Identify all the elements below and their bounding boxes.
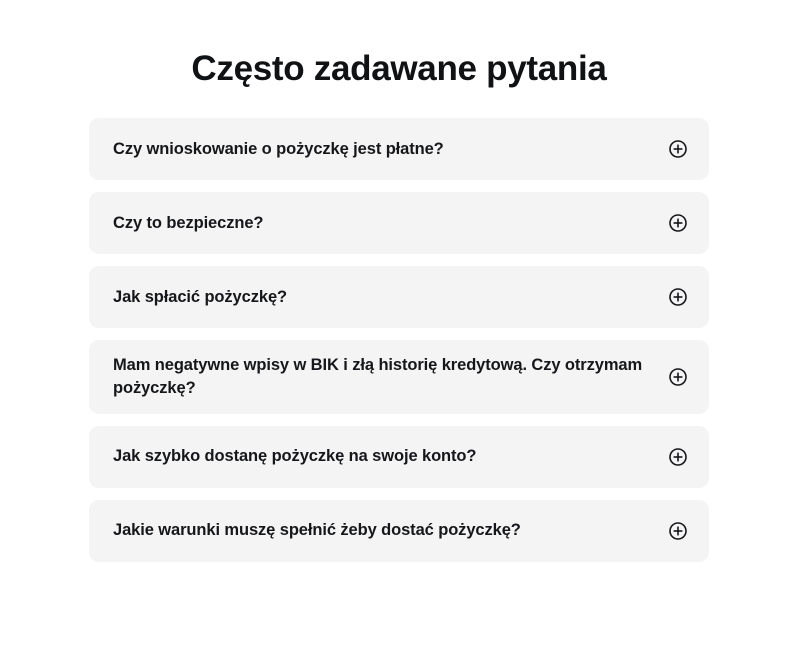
plus-circle-icon[interactable] (669, 448, 687, 466)
faq-item[interactable] (89, 500, 709, 562)
faq-question-label: Jak spłacić pożyczkę? (113, 287, 287, 306)
page-title: Często zadawane pytania (191, 49, 607, 88)
faq-item[interactable] (89, 192, 709, 254)
faq-question-label: Jakie warunki muszę spełnić żeby dostać pożyczkę? (113, 521, 521, 540)
faq-item[interactable] (89, 340, 709, 414)
plus-circle-icon[interactable] (669, 368, 687, 386)
faq-question-label: Czy to bezpieczne? (113, 213, 264, 232)
plus-circle-icon[interactable] (669, 522, 687, 540)
plus-circle-icon[interactable] (669, 214, 687, 232)
plus-circle-icon[interactable] (669, 140, 687, 158)
plus-circle-icon[interactable] (669, 288, 687, 306)
faq-accordion-list (89, 118, 709, 562)
faq-item[interactable] (89, 426, 709, 488)
faq-question-label: Czy wnioskowanie o pożyczkę jest płatne? (113, 139, 444, 158)
faq-item[interactable] (89, 266, 709, 328)
faq-question-label: Jak szybko dostanę pożyczkę na swoje konto? (113, 447, 477, 466)
faq-question-label: Mam negatywne wpisy w BIK i złą historię kredytową. Czy otrzymam pożyczkę? (113, 356, 643, 397)
faq-item[interactable] (89, 118, 709, 180)
